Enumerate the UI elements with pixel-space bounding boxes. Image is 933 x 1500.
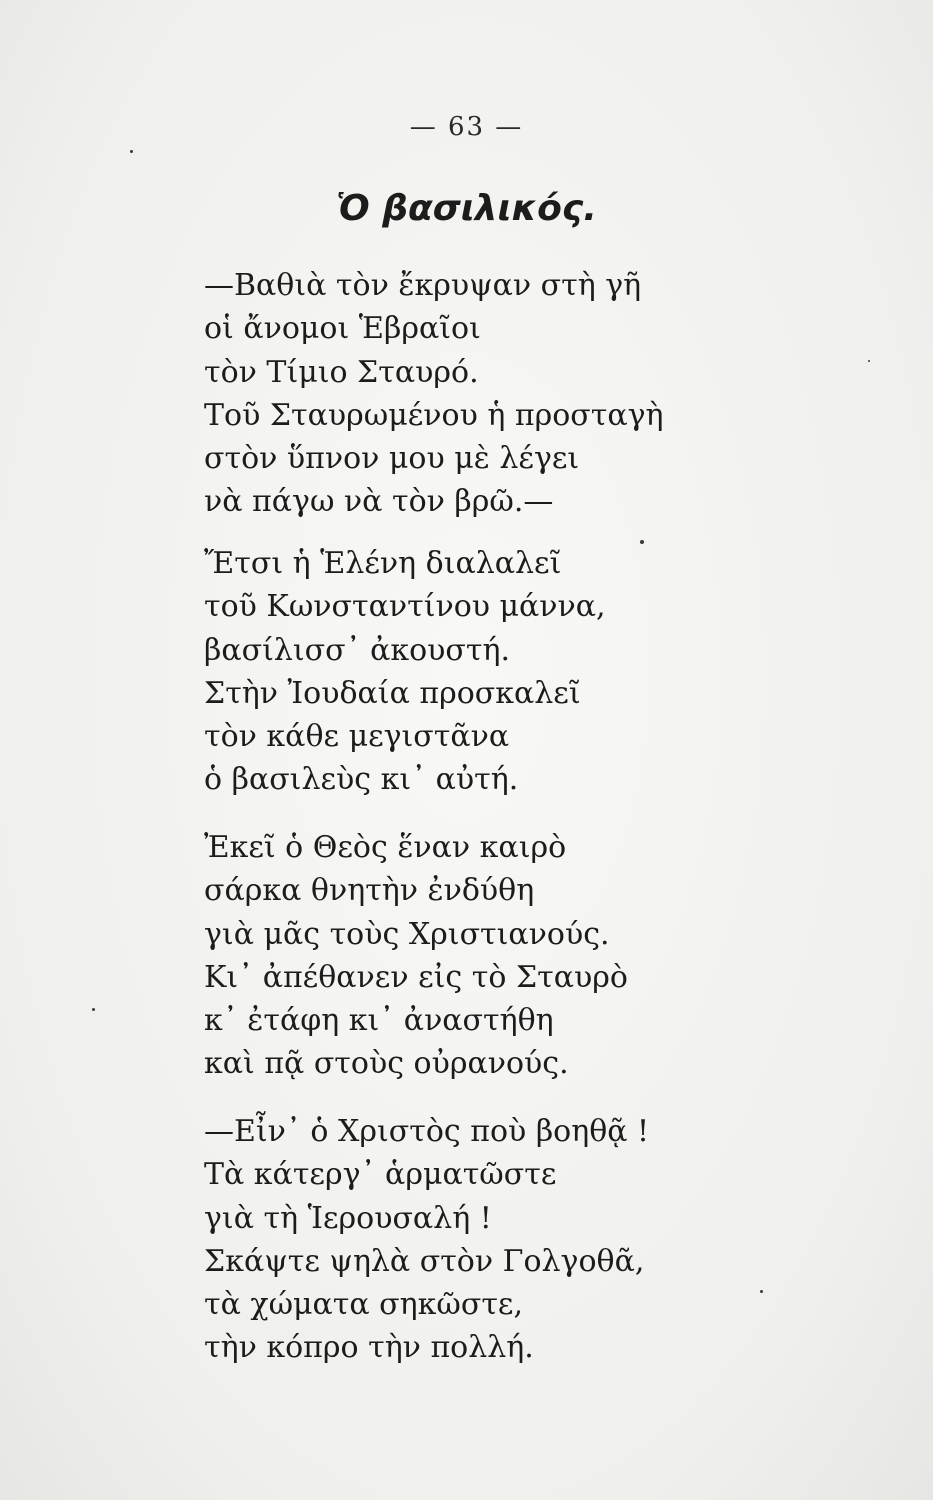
stanza-4 [204, 1110, 650, 1370]
scan-speck [760, 1290, 763, 1293]
poem-line: γιὰ μᾶς τοὺς Χριστιανούς. [204, 916, 610, 952]
poem-line: γιὰ τὴ Ἱερουσαλή ! [204, 1200, 492, 1236]
scan-speck [640, 540, 644, 544]
poem-line: Τὰ κάτεργ᾽ ἁρματῶστε [204, 1157, 557, 1193]
poem-line: τὰ χώματα σηκῶστε, [204, 1287, 523, 1323]
poem-line: Ἔτσι ἡ Ἑλένη διαλαλεῖ [204, 546, 562, 581]
poem-line: νὰ πάγω νὰ τὸν βρῶ.— [204, 484, 554, 520]
poem-line: τοῦ Κωνσταντίνου μάννα, [204, 589, 606, 625]
stanza-1 [204, 264, 664, 524]
poem-line: τὴν κόπρο τὴν πολλή. [204, 1330, 534, 1366]
poem-line: κ᾽ ἐτάφη κι᾽ ἀναστήθη [204, 1003, 554, 1039]
scan-speck [868, 360, 870, 362]
poem-line: καὶ πᾷ στοὺς οὐρανούς. [204, 1046, 569, 1082]
scan-speck [92, 1008, 95, 1011]
poem-line: σάρκα θνητὴν ἐνδύθη [204, 873, 535, 909]
poem-line: τὸν κάθε μεγιστᾶνα [204, 719, 510, 755]
poem-title: Ὁ βασιλικός. [336, 188, 597, 229]
poem-line: στὸν ὕπνον μου μὲ λέγει [204, 441, 580, 477]
stanza-3 [204, 826, 628, 1086]
page-number: — 63 — [409, 112, 524, 142]
poem-line: Τοῦ Σταυρωμένου ἡ προσταγὴ [204, 397, 664, 433]
poem-line: Κι᾽ ἀπέθανεν εἰς τὸ Σταυρὸ [204, 959, 628, 995]
poem-line: τὸν Τίμιο Σταυρό. [204, 354, 479, 390]
stanza-2 [204, 542, 624, 802]
poem-line: —Βαθιὰ τὸν ἔκρυψαν στὴ γῆ [204, 268, 642, 303]
poem-line: —Εἶν᾽ ὁ Χριστὸς ποὺ βοηθᾷ ! [204, 1114, 650, 1149]
poem-line: Ἐκεῖ ὁ Θεὸς ἕναν καιρὸ [204, 830, 567, 865]
poem-line: Σκάψτε ψηλὰ στὸν Γολγοθᾶ, [204, 1243, 645, 1279]
scan-speck [130, 150, 133, 153]
poem-line: Στὴν Ἰουδαία προσκαλεῖ [204, 675, 581, 711]
poem-line: οἱ ἄνομοι Ἑβραῖοι [204, 311, 481, 347]
poem-line: βασίλισσ᾽ ἀκουστή. [204, 632, 511, 668]
poem-line: ὁ βασιλεὺς κι᾽ αὐτή. [204, 762, 519, 798]
